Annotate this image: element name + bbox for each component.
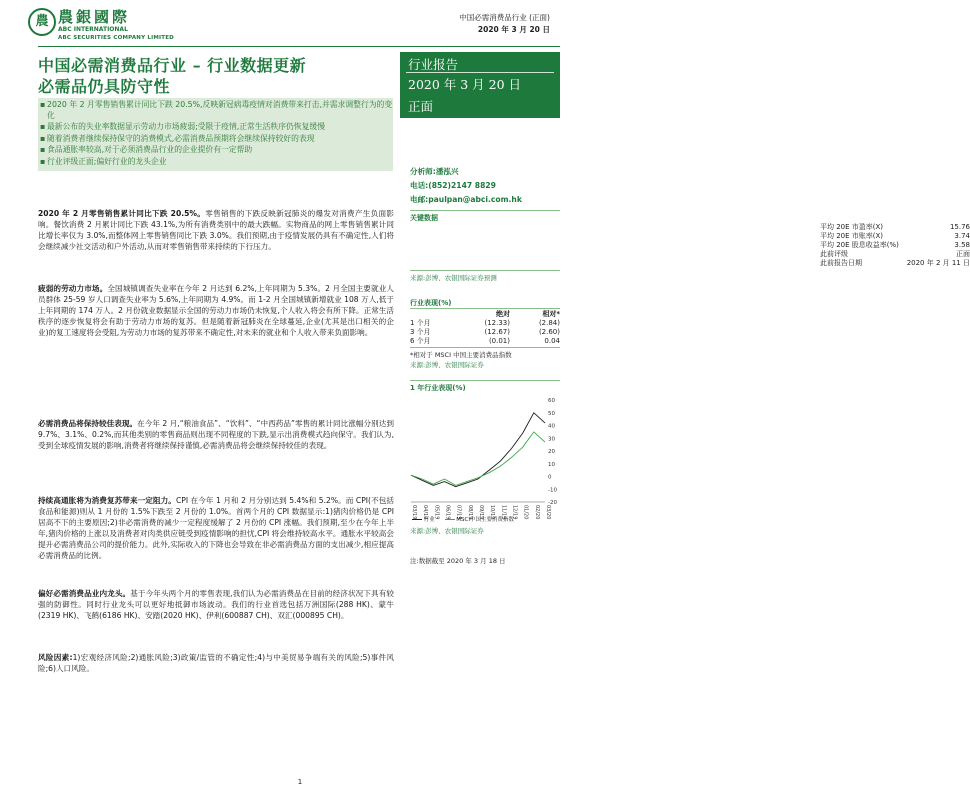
key-data-bottom-rule (410, 270, 560, 271)
x-tick-label: 09/19 (478, 505, 484, 520)
chart-source: 来源:彭博、农银国际证券 (410, 527, 484, 535)
legend-swatch-sector (412, 519, 422, 520)
sector-rating: 正面 (408, 99, 434, 114)
page-number: 1 (297, 778, 303, 786)
key-points (38, 98, 393, 171)
key-point-item: ▪ 最新公布的失业率数据显示劳动力市场疲弱;受限于疫情,正常生活秩序仍恢复缓慢 (38, 122, 393, 133)
x-tick-label: 06/19 (444, 505, 451, 520)
sidebar-divider (410, 210, 560, 211)
key-data-label: 平均 20E 市盈率(X) (820, 223, 884, 231)
perf-row (410, 337, 560, 346)
perf-header-row: 绝对 相对* (496, 310, 560, 318)
key-data-label: 平均 20E 股息收益率(%) (820, 241, 899, 249)
key-point-item: ▪ 行业评级正面;偏好行业的龙头企业 (38, 157, 393, 168)
performance-title: 行业表现(%) (410, 299, 452, 307)
paragraph-risks: 风险因素:1)宏观经济风险;2)通胀风险;3)政策/监管的不确定性;4)与中美贸易争端有关的风险;5)事件风险;6)人口风险。 (38, 653, 394, 673)
x-tick-label: 05/19 (433, 505, 440, 520)
abc-logo-icon: 農 (28, 8, 56, 36)
key-point-item: ▪ 2020 年 2 月零售销售累计同比下跌 20.5%,反映新冠病毒疫情对消费带来打击,并需求调整行为的变化 (38, 100, 393, 121)
x-tick-label: 11/19 (500, 505, 507, 520)
x-tick-label: 03/19 (411, 505, 417, 520)
box-divider (406, 72, 554, 73)
key-data-table (410, 223, 970, 268)
perf-cell-period: 6 个月 (410, 337, 431, 345)
key-data-row (820, 232, 970, 241)
report-date: 2020 年 3 月 20 日 (408, 77, 522, 92)
perf-cell-rel: (2.60) (538, 328, 560, 336)
paragraph-staples: 必需消费品将保持较佳表现。在今年 2 月,“粮油食品”、“饮料”、“中西药品”零售的累计同比涨幅分别达到 9.7%、3.1%、0.2%,而其他类别的零售商品则出现不同程度的下跌,显示出消费模式趋向保守。我们认为,受到全球疫情发展的影响,消费者将继续保持谨慎,必需消费品将会继续保持较佳的表现。 (38, 419, 394, 450)
key-data-title: 关键数据 (410, 214, 438, 222)
y-tick-label: 30 (548, 436, 555, 443)
perf-row (410, 319, 560, 328)
header-divider (38, 46, 560, 47)
report-title: 中国必需消费品行业 – 行业数据更新 (38, 56, 307, 75)
analyst-phone: 电话:(852)2147 8829 (410, 181, 496, 190)
key-data-value: 2020 年 2 月 11 日 (906, 259, 970, 267)
performance-note: *相对于 MSCI 中国主要消费品指数 (410, 351, 512, 359)
y-tick-label: -20 (548, 500, 557, 506)
perf-cell-abs: (0.01) (488, 337, 510, 345)
x-tick-label: 02/20 (533, 505, 540, 520)
analyst-email[interactable]: 电邮:paulpan@abci.com.hk (410, 195, 522, 204)
key-data-value: 15.76 (949, 223, 970, 231)
paragraph-preference: 偏好必需消费品业内龙头。基于今年头两个月的零售表现,我们认为必需消费品在目前的经济状况下具有较强的防御性。同时行业龙头可以更好地抵御市场波动。我们的行业首选包括万洲国际(288 HK)、蒙牛(2319 HK)、飞鹤(6186 HK)、安踏(2020 HK)、伊利(600887 CH)、双汇(000895 CH)。 (38, 589, 395, 620)
legend-label-msci: MSCI中国主要消费指数 (456, 517, 514, 523)
key-data-source: 来源:彭博、农银国际证券预测 (410, 274, 497, 282)
key-data-label: 此前报告日期 (820, 259, 862, 267)
key-data-label: 平均 20E 市账率(X) (820, 232, 884, 240)
performance-line-chart (405, 396, 563, 522)
perf-top-rule (410, 308, 560, 309)
key-data-value: 正面 (956, 250, 970, 258)
paragraph-labor: 疲弱的劳动力市场。全国城镇调查失业率在今年 2 月达到 6.2%,上年同期为 5.3%。2 月全国主要就业人员群体 25-59 岁人口调查失业率为 5.6%,上年同期为 4.9%。而 1-2 月全国城镇新增就业 108 万人,低于上年同期的 174 万人。2 月份就业数据显示全国的劳动力市场仍未恢复,个人收入将会有所下降。正常生活秩序的逐步恢复将会有助于劳动力市场的复苏。但是随着新冠肺炎在全球蔓延,企业(尤其是出口相关的企业)的复工速度将会受阻,为劳动力市场的复苏带来不确定性,对未来的就业和个人收入带来负面影响。 (38, 284, 394, 337)
key-point-item: ▪ 食品通胀率较高,对于必须消费品行业的企业提价有一定帮助 (38, 145, 393, 156)
key-data-row (820, 241, 970, 250)
y-tick-label: 40 (548, 423, 555, 430)
company-name-en: ABC INTERNATIONAL (58, 26, 128, 33)
paragraph-inflation: 持续高通胀将为消费复苏带来一定阻力。CPI 在今年 1 月和 2 月分别达到 5.4%和 5.2%。而 CPI(不包括食品和能源)则从 1 月份的 1.5%下跌至 2 月份的 1.0%。首两个月的 CPI 数据显示:1)猪肉价格仍是 CPI 居高不下的主要原因;2)非必需消费的减少一定程度缓解了 2 月份的 CPI 涨幅。我们预期,至少在今年上半年,猪肉价格的上涨以及消费者对肉类供应链受到疫情影响的担忧,CPI 将会维持较高水平。通胀水平较高会提升必需消费品公司的提价能力。此外,实际收入的下降也会导致在非必需消费品方面的支出减少,相应提高必需消费品的比例。 (38, 496, 394, 560)
analyst-name: 分析师:潘泓兴 (410, 167, 459, 176)
performance-source: 来源:彭博、农银国际证券 (410, 361, 484, 369)
key-data-label: 此前评级 (820, 250, 848, 258)
company-subname-en: ABC SECURITIES COMPANY LIMITED (58, 35, 174, 41)
x-tick-label: 07/19 (455, 505, 462, 520)
x-tick-label: 03/20 (545, 505, 551, 520)
perf-cell-rel: 0.04 (544, 337, 560, 345)
x-tick-label: 08/19 (466, 505, 473, 520)
series-line-msci (411, 432, 545, 486)
perf-bottom-rule (410, 347, 560, 348)
x-tick-label: 10/19 (489, 505, 496, 520)
y-tick-label: 10 (548, 461, 555, 468)
perf-cell-period: 3 个月 (410, 328, 431, 336)
key-data-value: 3.74 (954, 232, 970, 240)
company-name-cn: 農銀國際 (58, 8, 131, 26)
perf-cell-abs: (12.33) (484, 319, 510, 327)
y-tick-label: 50 (548, 410, 555, 417)
legend-swatch-msci (445, 519, 455, 520)
x-tick-label: 12/19 (511, 505, 518, 520)
chart-title: 1 年行业表现(%) (410, 384, 466, 392)
perf-cell-rel: (2.84) (538, 319, 560, 327)
performance-table (410, 310, 560, 346)
key-point-item: ▪ 随着消费者继续保持保守的消费模式,必需消费品预期将会继续保持较好的表现 (38, 134, 393, 145)
key-data-value: 3.58 (954, 241, 970, 249)
x-tick-label: 04/19 (422, 505, 429, 520)
key-data-row (820, 250, 970, 259)
chart-note: 注:数据截至 2020 年 3 月 18 日 (410, 557, 506, 565)
series-line-sector (411, 413, 545, 487)
perf-cell-period: 1 个月 (410, 319, 431, 327)
key-data-row (820, 259, 970, 268)
perf-row (410, 328, 560, 337)
y-tick-label: 20 (548, 449, 555, 455)
legend-label-sector: 行业 (423, 517, 435, 523)
chart-legend (412, 515, 514, 523)
report-type-label: 行业报告 (408, 57, 459, 72)
report-type-box (400, 52, 560, 118)
paragraph-retail: 2020 年 2 月零售销售累计同比下跌 20.5%。零售销售的下跌反映新冠肺炎的爆发对消费产生负面影响。餐饮消费 2 月累计同比下跌 43.1%,为所有消费类别中的最大跌幅。实物商品的网上零售销售累计同比增长率仅为 3.0%,而整体网上零售销售同比下跌 3.0%。我们预期,由于疫情发展仍具有不确定性,人们将会继续减少社交活动和户外活动,从而对零售销售带来持续的下行压力。 (38, 209, 394, 251)
report-subtitle: 必需品仍具防守性 (38, 77, 171, 96)
y-tick-label: 60 (548, 398, 555, 404)
y-tick-label: 0 (548, 474, 552, 481)
perf-cell-abs: (12.67) (484, 328, 510, 336)
header-report-date: 2020 年 3 月 20 日 (477, 25, 550, 34)
x-tick-label: 01/20 (522, 505, 529, 520)
key-data-row (820, 223, 970, 232)
header-report-title: 中国必需消费品行业 (正面) (459, 13, 550, 22)
chart-top-rule (410, 380, 560, 381)
y-tick-label: -10 (548, 487, 557, 494)
